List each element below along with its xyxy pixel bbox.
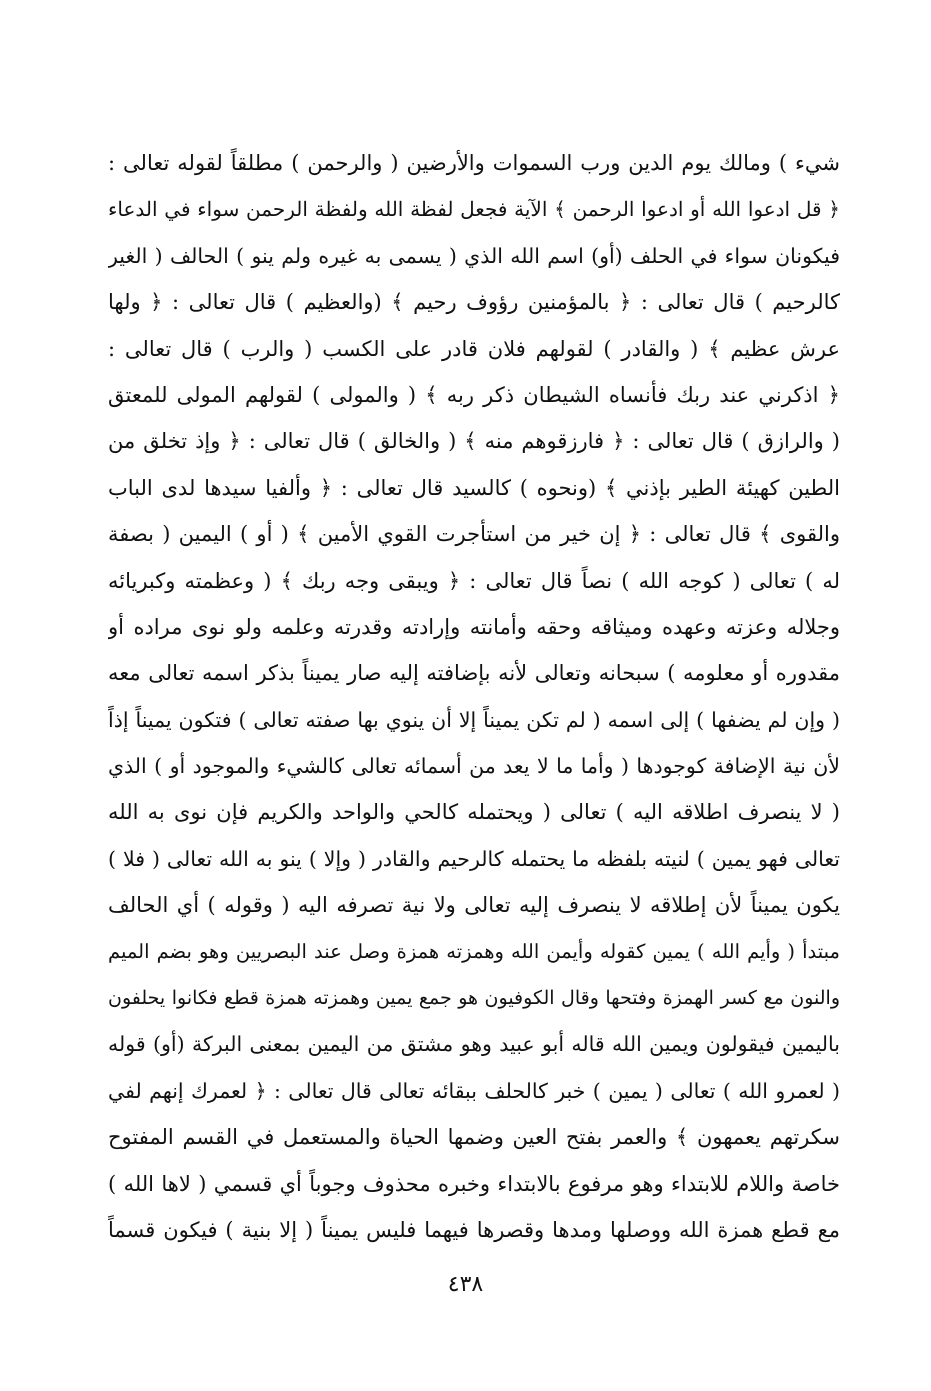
text-line: وجلاله وعزته وعهده وميثاقه وحقه وأمانته وإرادته وقدرته وعلمه ولو نوى مراده أو bbox=[108, 614, 840, 639]
text-line: لأن نية الإضافة كوجودها ( وأما ما لا يعد من أسمائه تعالى كالشيء والموجود أو ) الذي bbox=[108, 754, 840, 779]
text-line: خاصة واللام للابتداء وهو مرفوع بالابتداء وخبره محذوف وجوباً أي قسمي ( لاها الله ) bbox=[108, 1171, 840, 1196]
text-line: والنون مع كسر الهمزة وفتحها وقال الكوفيون هو جمع يمين وهمزته همزة قطع فكانوا يحلفون bbox=[108, 987, 840, 1010]
page-number: ٤٣٨ bbox=[447, 1272, 484, 1297]
text-line: فيكونان سواء في الحلف (أو) اسم الله الذي ( يسمى به غيره ولم ينو ) الحالف ( الغير bbox=[108, 243, 840, 268]
body-text bbox=[108, 140, 840, 1253]
text-line: تعالى فهو يمين ) لنيته بلفظه ما يحتمله كالرحيم والقادر ( وإلا ) ينو به الله تعالى ( فلا ) bbox=[108, 846, 840, 871]
text-line: ( لا ينصرف اطلاقه اليه ) تعالى ( ويحتمله كالحي والواحد والكريم فإن نوى به الله bbox=[108, 800, 840, 825]
text-line: ﴿ اذكرني عند ربك فأنساه الشيطان ذكر ربه ﴾ ( والمولى ) لقولهم المولى للمعتق bbox=[108, 382, 840, 407]
text-line: ( والرازق ) قال تعالى : ﴿ فارزقوهم منه ﴾ ( والخالق ) قال تعالى : ﴿ وإذ تخلق من bbox=[108, 429, 840, 454]
text-line: ( وإن لم يضفها ) إلى اسمه ( لم تكن يميناً إلا أن ينوي بها صفته تعالى ) فتكون يميناً إذاً bbox=[108, 707, 840, 732]
text-line: ﴿ قل ادعوا الله أو ادعوا الرحمن ﴾ الآية فجعل لفظة الله ولفظة الرحمن سواء في الدعاء bbox=[108, 197, 840, 222]
text-line: والقوى ﴾ قال تعالى : ﴿ إن خير من استأجرت القوي الأمين ﴾ ( أو ) اليمين ( بصفة bbox=[108, 522, 840, 547]
text-line: باليمين فيقولون ويمين الله قاله أبو عبيد وهو مشتق من اليمين بمعنى البركة (أو) قوله bbox=[108, 1032, 840, 1057]
text-line: مبتدأ ( وأيم الله ) يمين كقوله وأيمن الله وهمزته همزة وصل عند البصريين وهو بضم الميم bbox=[108, 939, 840, 963]
text-line: ( لعمرو الله ) تعالى ( يمين ) خبر كالحلف ببقائه تعالى قال تعالى : ﴿ لعمرك إنهم لفي bbox=[108, 1078, 840, 1103]
text-line: عرش عظيم ﴾ ( والقادر ) لقولهم فلان قادر على الكسب ( والرب ) قال تعالى : bbox=[108, 336, 840, 361]
text-line: مقدوره أو معلومه ) سبحانه وتعالى لأنه بإضافته إليه صار يميناً بذكر اسمه تعالى معه bbox=[108, 661, 840, 686]
text-line: شيء ) ومالك يوم الدين ورب السموات والأرضين ( والرحمن ) مطلقاً لقوله تعالى : bbox=[108, 151, 840, 175]
text-line: مع قطع همزة الله ووصلها ومدها وقصرها فيهما فليس يميناً ( إلا بنية ) فيكون قسماً bbox=[108, 1217, 840, 1242]
text-line: يكون يميناً لأن إطلاقه لا ينصرف إليه تعالى ولا نية تصرفه اليه ( وقوله ) أي الحالف bbox=[108, 893, 840, 918]
text-line: الطين كهيئة الطير بإذني ﴾ (ونحوه ) كالسيد قال تعالى : ﴿ وألفيا سيدها لدى الباب bbox=[108, 475, 840, 500]
text-line: سكرتهم يعمهون ﴾ والعمر بفتح العين وضمها الحياة والمستعمل في القسم المفتوح bbox=[108, 1125, 840, 1150]
text-line: له ) تعالى ( كوجه الله ) نصاً قال تعالى : ﴿ ويبقى وجه ربك ﴾ ( وعظمته وكبريائه bbox=[108, 568, 840, 593]
text-line: كالرحيم ) قال تعالى : ﴿ بالمؤمنين رؤوف رحيم ﴾ (والعظيم ) قال تعالى : ﴿ ولها bbox=[108, 290, 840, 315]
